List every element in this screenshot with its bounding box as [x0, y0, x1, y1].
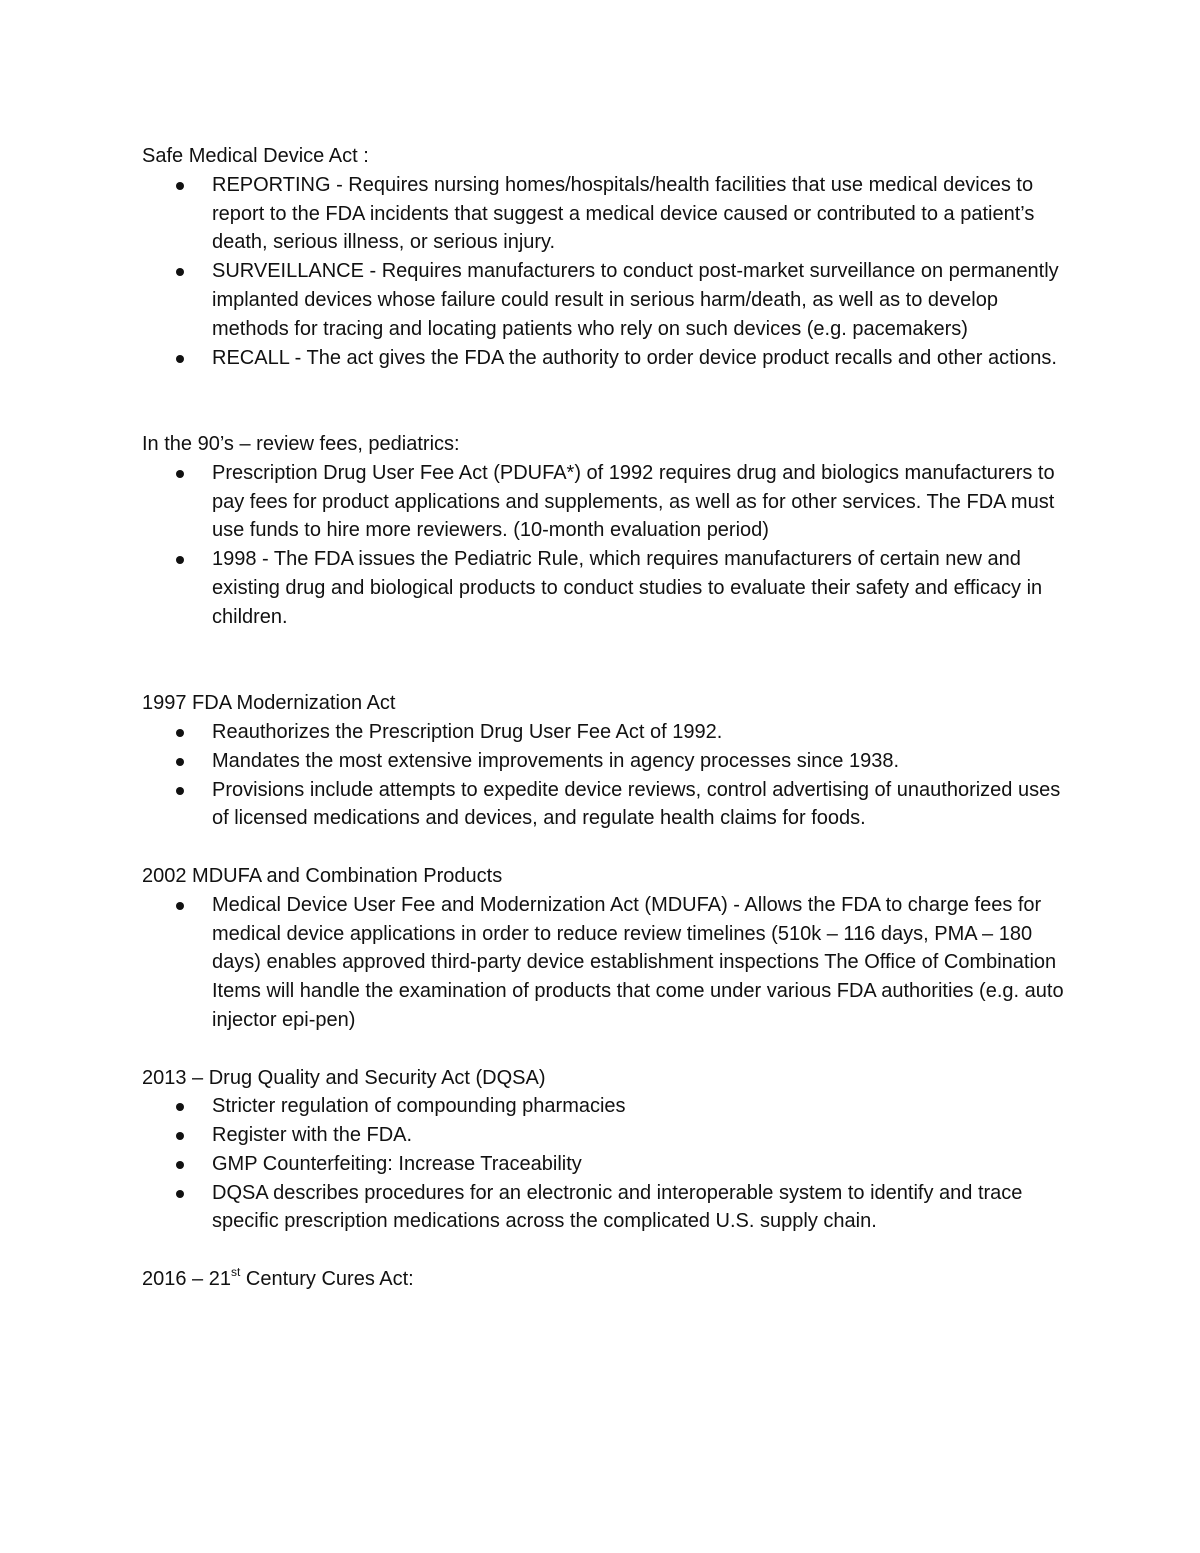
list-item	[142, 718, 1077, 747]
bullet-icon	[176, 1161, 184, 1169]
spacer	[142, 833, 1077, 862]
list-item-text: GMP Counterfeiting: Increase Traceability	[212, 1152, 582, 1175]
list-item	[142, 1121, 1077, 1150]
list-item	[142, 891, 1077, 1035]
bullet-icon	[176, 1103, 184, 1111]
list-item	[142, 545, 1077, 631]
heading-prefix: 2016 – 21	[142, 1268, 231, 1291]
list-item-text: Register with the FDA.	[212, 1124, 413, 1147]
list-item	[142, 776, 1077, 834]
bullet-icon	[176, 729, 184, 737]
bullet-icon	[176, 758, 184, 766]
heading-suffix: Century Cures Act:	[240, 1268, 414, 1291]
list-item-text: 1998 - The FDA issues the Pediatric Rule, which requires manufacturers of certain new and existing drug and biological products to conduct studies to evaluate their safety and efficacy in children.	[212, 548, 1043, 628]
bullet-icon	[176, 902, 184, 910]
list-item-text: Prescription Drug User Fee Act (PDUFA*) of 1992 requires drug and biologics manufacturers to pay fees for product applications and supplements, as well as for other services. The FDA must use funds to hire more reviewers. (10-month evaluation period)	[212, 461, 1055, 542]
list-item	[142, 747, 1077, 776]
list-item	[142, 171, 1077, 257]
list-item	[142, 344, 1077, 373]
spacer	[142, 1035, 1077, 1064]
section-heading: 2013 – Drug Quality and Security Act (DQSA)	[142, 1066, 546, 1089]
bullet-icon	[176, 268, 184, 276]
list-item-text: Provisions include attempts to expedite device reviews, control advertising of unauthorized uses of licensed medications and devices, and regulate health claims for foods.	[212, 778, 1061, 830]
section-heading: Safe Medical Device Act :	[142, 145, 369, 167]
list-item-text: Medical Device User Fee and Modernization Act (MDUFA) - Allows the FDA to charge fees for medical device applications in order to reduce review timelines (510k – 116 days, PMA – 180 days) enables approved third-party device establishment inspections The Office of Combination Items will handle the examination of products that come under various FDA authorities (e.g. auto injector epi-pen)	[212, 893, 1064, 1031]
bullet-icon	[176, 1132, 184, 1140]
list-item-text: DQSA describes procedures for an electronic and interoperable system to identify and trace specific prescription medications across the complicated U.S. supply chain.	[212, 1181, 1023, 1233]
list-item-text: Reauthorizes the Prescription Drug User Fee Act of 1992.	[212, 720, 723, 743]
bullet-icon	[176, 182, 184, 190]
section-mdufa-combination-products	[142, 862, 1077, 1035]
list-item	[142, 257, 1077, 343]
section-safe-medical-device-act	[142, 142, 1077, 372]
bullet-icon	[176, 787, 184, 795]
list-item-text: SURVEILLANCE - Requires manufacturers to conduct post-market surveillance on permanently implanted devices whose failure could result in serious harm/death, as well as to develop methods for tracing and locating patients who rely on such devices (e.g. pacemakers)	[212, 260, 1059, 340]
section-fda-modernization-act	[142, 689, 1077, 833]
section-90s-review-fees	[142, 430, 1077, 632]
bullet-list	[142, 891, 1077, 1035]
list-item-text: RECALL - The act gives the FDA the authority to order device product recalls and other actions.	[212, 346, 1057, 369]
bullet-list	[142, 459, 1077, 632]
section-heading: In the 90’s – review fees, pediatrics:	[142, 432, 460, 455]
list-item	[142, 459, 1077, 545]
list-item-text: REPORTING - Requires nursing homes/hospitals/health facilities that use medical devices to report to the FDA incidents that suggest a medical device caused or contributed to a patient’s death, serious illness, or serious injury.	[212, 173, 1035, 254]
bullet-icon	[176, 1190, 184, 1198]
bullet-list	[142, 1092, 1077, 1236]
list-item-text: Mandates the most extensive improvements in agency processes since 1938.	[212, 749, 900, 772]
list-item-text: Stricter regulation of compounding pharmacies	[212, 1095, 626, 1118]
bullet-list	[142, 171, 1077, 373]
section-heading: 1997 FDA Modernization Act	[142, 692, 396, 715]
document-page	[142, 142, 1077, 1294]
spacer	[142, 1236, 1077, 1265]
bullet-icon	[176, 355, 184, 363]
bullet-icon	[176, 470, 184, 478]
list-item	[142, 1179, 1077, 1237]
bullet-icon	[176, 556, 184, 564]
spacer	[142, 372, 1077, 430]
section-heading-21st-century-cures-act	[142, 1265, 1077, 1294]
section-dqsa	[142, 1064, 1077, 1237]
bullet-list	[142, 718, 1077, 833]
section-heading: 2002 MDUFA and Combination Products	[142, 864, 503, 887]
heading-superscript: st	[230, 1265, 241, 1280]
spacer	[142, 632, 1077, 690]
list-item	[142, 1092, 1077, 1121]
list-item	[142, 1150, 1077, 1179]
